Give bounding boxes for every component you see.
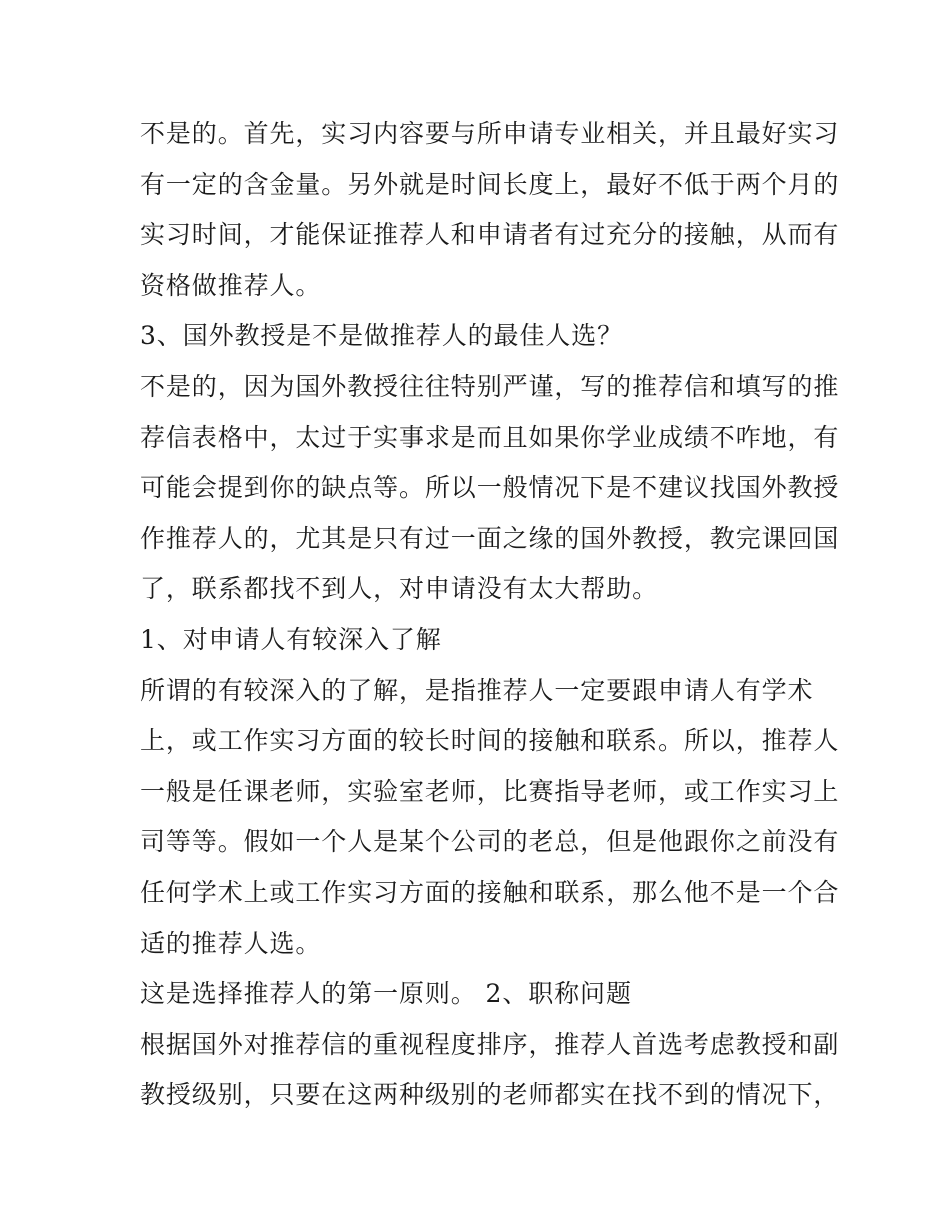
paragraph-line: 实习时间，才能保证推荐人和申请者有过充分的接触，从而有 [140,220,840,250]
paragraph-line: 不是的，因为国外教授往往特别严谨，写的推荐信和填写的推 [140,371,840,401]
paragraph-line: 资格做推荐人。 [140,270,322,300]
document-body [140,109,840,1121]
section-heading: 1、对申请人有较深入了解 [140,624,442,654]
paragraph-line: 所谓的有较深入的了解，是指推荐人一定要跟申请人有学术 [140,675,814,705]
paragraph-line: 一般是任课老师，实验室老师，比赛指导老师，或工作实习上 [140,776,840,806]
paragraph-line: 荐信表格中，太过于实事求是而且如果你学业成绩不咋地，有 [140,422,840,452]
paragraph-line: 司等等。假如一个人是某个公司的老总，但是他跟你之前没有 [140,827,840,857]
paragraph-line: 适的推荐人选。 [140,928,322,958]
paragraph-line: 任何学术上或工作实习方面的接触和联系，那么他不是一个合 [140,877,840,907]
paragraph-line: 可能会提到你的缺点等。所以一般情况下是不建议找国外教授 [140,473,840,503]
paragraph-line: 教授级别，只要在这两种级别的老师都实在找不到的情况下， [140,1080,840,1110]
section-heading: 这是选择推荐人的第一原则。 2、职称问题 [140,979,632,1009]
paragraph-line: 根据国外对推荐信的重视程度排序，推荐人首选考虑教授和副 [140,1029,840,1059]
paragraph-line: 有一定的含金量。另外就是时间长度上，最好不低于两个月的 [140,169,840,199]
paragraph-line: 不是的。首先，实习内容要与所申请专业相关，并且最好实习 [140,119,840,148]
section-heading: 3、国外教授是不是做推荐人的最佳人选？ [140,321,624,351]
paragraph-line: 作推荐人的，尤其是只有过一面之缘的国外教授，教完课回国 [140,523,840,553]
paragraph-line: 上，或工作实习方面的较长时间的接触和联系。所以，推荐人 [140,726,840,756]
paragraph-line: 了，联系都找不到人，对申请没有太大帮助。 [140,574,659,604]
